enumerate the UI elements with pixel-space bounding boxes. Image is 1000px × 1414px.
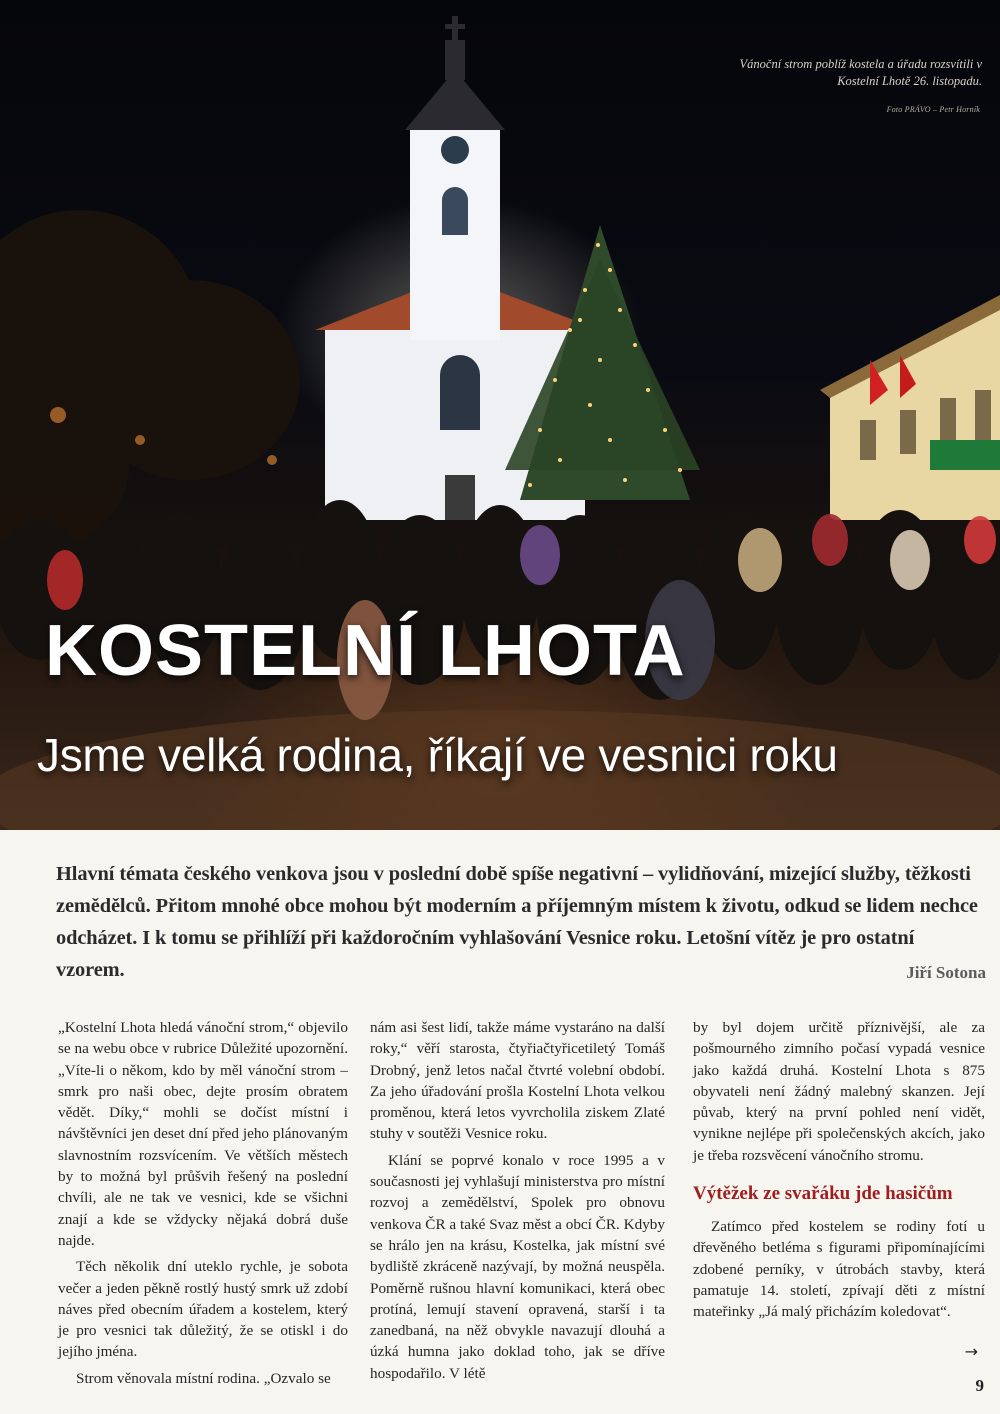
continue-arrow-icon: →: [964, 1342, 978, 1361]
left-trees: [0, 210, 300, 550]
paragraph: Zatímco před kostelem se rodiny fotí u dřevěného betléma s figurami připomínajícími zdobené perníky, v útrobách stavby, která pamatuje 14. století, zpívají děti z místní mateřinky „Já malý přicházím koledovat“.: [693, 1218, 985, 1321]
section-subheading: Výtěžek ze svařáku jde hasičům: [693, 1183, 953, 1205]
photo-credit: Foto PRÁVO – Petr Horník: [886, 105, 980, 114]
body-column-2: [370, 1017, 665, 1389]
paragraph: Strom věnovala místní rodina. „Ozvalo se: [76, 1369, 331, 1387]
body-column-1: [58, 1017, 348, 1394]
right-building: [820, 295, 1000, 520]
body-column-3: [693, 1017, 985, 1328]
paragraph: nám asi šest lidí, takže máme vystaráno na další roky,“ věří starosta, čtyřiačtyřicetiletý Tomáš Drobný, jenž letos načal čtvrté volební období. Za jeho úřadování prošla Kostelní Lhota velkou proměnou, která letos vyvrcholila ziskem Zlaté stuhy v soutěži Vesnice roku.: [370, 1019, 665, 1143]
paragraph: „Kostelní Lhota hledá vánoční strom,“ objevilo se na webu obce v rubrice Důležité upozornění. „Víte-li o někom, kdo by měl vánoční strom – smrk pro naši obec, dejte prosím obratem vědět. Díky,“ mohli se dočíst místní i návštěvníci jen deset dní před jeho plánovaným slavnostním rozsvícením. Ve větších městech by to možná byl průšvih řešený na poslední chvíli, ale ne tak ve vesnici, kde se všichni znají a kde se vždycky nějaká dobrá duše najde.: [58, 1019, 348, 1249]
article-author: Jiří Sotona: [906, 963, 986, 982]
paragraph: Klání se poprvé konalo v roce 1995 a v současnosti jej vyhlašují ministerstva pro místní rozvoj a zemědělství, Spolek pro obnovu venkova ČR a také Svaz měst a obcí ČR. Kdyby se hrálo jen na krásu, Kostelka, jak místní své bydliště zkráceně nazývají, by možná neuspěla. Poměrně rušnou hlavní komunikaci, která obec protíná, lemují stavení opravená, starší i ta zanedbaná, na něž obvykle navazují dlouhá a úzká humna jako doklad toho, jak se dříve hospodařilo. V létě: [370, 1151, 665, 1382]
article-title: KOSTELNÍ LHOTA: [45, 611, 686, 691]
paragraph: by byl dojem určitě příznivější, ale za pošmourného zimního počasí vypadá vesnice jako každá druhá. Kostelní Lhota s 875 obyvateli není žádný malebný skanzen. Její půvab, který na první pohled není vidět, vynikne nejlépe při společenských akcích, jako je třeba rozsvěcení vánočního stromu.: [693, 1019, 985, 1164]
page-number: 9: [975, 1376, 984, 1395]
photo-caption: Vánoční strom poblíž kostela a úřadu rozsvítili v Kostelní Lhotě 26. listopadu.: [739, 57, 982, 88]
article-lead: Hlavní témata českého venkova jsou v poslední době spíše negativní – vylidňování, mizející služby, těžkosti zemědělců. Přitom mnohé obce mohou být moderním a příjemným místem k životu, odkud se lidem nechce odcházet. I k tomu se přihlíží při každoročním vyhlašování Vesnice roku. Letošní vítěz je pro ostatní vzorem.: [56, 863, 978, 981]
article-subtitle: Jsme velká rodina, říkají ve vesnici roku: [37, 729, 838, 781]
paragraph: Těch několik dní uteklo rychle, je sobota večer a jeden pěkně rostlý hustý smrk už zdobí náves před obecním úřadem a kostelem, který je pro vesnici tak důležitý, že se otiskl i do jejího jména.: [58, 1258, 348, 1361]
